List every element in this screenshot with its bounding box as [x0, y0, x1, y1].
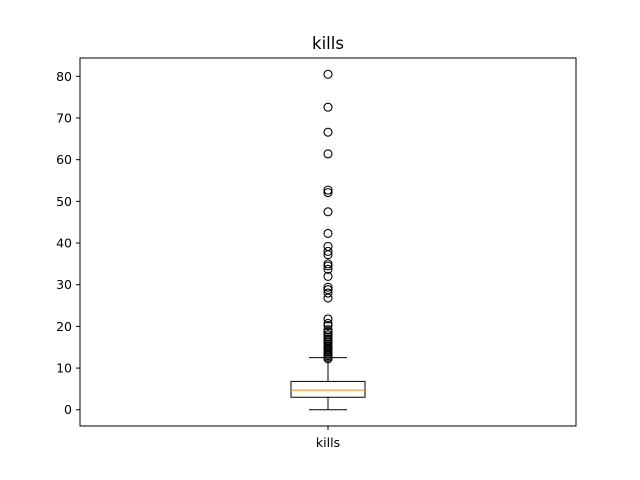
y-tick-label: 30: [56, 277, 72, 293]
y-tick-label: 80: [56, 68, 72, 84]
y-tick-label: 10: [56, 360, 72, 376]
chart-title: kills: [312, 34, 344, 53]
y-tick-label: 40: [56, 235, 72, 251]
y-tick-label: 70: [56, 110, 72, 126]
x-tick-label: kills: [315, 435, 341, 450]
y-tick-label: 60: [56, 152, 72, 168]
y-tick-label: 0: [64, 402, 72, 418]
y-tick-label: 20: [56, 318, 72, 334]
y-tick-label: 50: [56, 193, 72, 209]
